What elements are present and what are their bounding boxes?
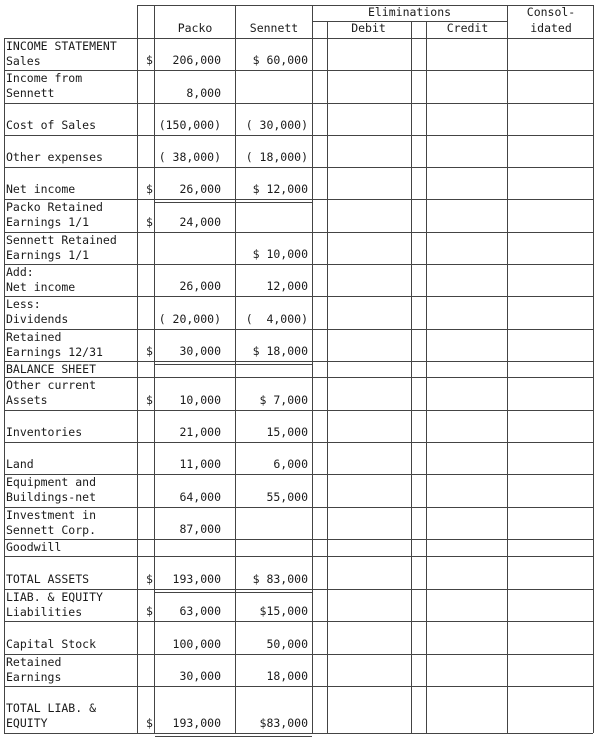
cell-packo: 24,000	[179, 215, 221, 229]
cell-sennett: $ 83,000	[252, 572, 308, 586]
row-label-line: Sales	[6, 54, 41, 68]
header-eliminations: Eliminations	[367, 5, 452, 19]
cell-debit[interactable]	[328, 378, 410, 409]
cell-credit[interactable]	[427, 168, 506, 198]
row-label-line: Net income	[6, 182, 76, 196]
row-label-line: TOTAL ASSETS	[6, 572, 90, 586]
cell-consolidated[interactable]	[508, 508, 592, 538]
total-underline	[155, 202, 312, 203]
cell-debit[interactable]	[328, 265, 410, 295]
row-label-line: Earnings 12/31	[6, 345, 103, 359]
cell-debit[interactable]	[328, 540, 410, 555]
row-label	[6, 655, 137, 685]
grid-line	[593, 5, 594, 733]
total-underline	[155, 592, 312, 593]
cell-consolidated[interactable]	[508, 411, 592, 441]
row-label	[6, 475, 137, 505]
dollar-sign: $	[146, 53, 153, 67]
cell-sennett: 18,000	[266, 669, 308, 683]
cell-packo: 30,000	[179, 669, 221, 683]
cell-debit[interactable]	[328, 362, 410, 376]
cell-packo: ( 38,000)	[158, 150, 221, 164]
cell-packo: 193,000	[172, 716, 221, 730]
row-label	[6, 150, 137, 165]
row-label	[6, 39, 137, 69]
cell-credit[interactable]	[427, 540, 506, 555]
cell-debit[interactable]	[328, 475, 410, 506]
row-label-line: Earnings 1/1	[6, 215, 90, 229]
cell-sennett: 12,000	[266, 279, 308, 293]
row-label-line: TOTAL LIAB. &	[6, 701, 97, 715]
cell-credit[interactable]	[427, 200, 506, 231]
cell-packo: 10,000	[179, 393, 221, 407]
row-label-line: Earnings 1/1	[6, 248, 90, 262]
row-label	[6, 200, 137, 230]
row-label	[6, 330, 137, 360]
cell-packo: 100,000	[172, 637, 221, 651]
cell-debit[interactable]	[328, 104, 410, 134]
row-label	[6, 71, 137, 101]
cell-credit[interactable]	[427, 297, 506, 328]
cell-sennett: $15,000	[259, 604, 308, 618]
cell-credit[interactable]	[427, 104, 506, 134]
row-label-line: Income from	[6, 71, 83, 85]
cell-debit[interactable]	[328, 411, 410, 441]
row-label	[6, 182, 137, 197]
total-underline	[155, 364, 312, 365]
cell-sennett: 6,000	[273, 457, 308, 471]
cell-consolidated[interactable]	[508, 687, 592, 732]
row-label-line: Retained	[6, 655, 62, 669]
cell-credit[interactable]	[427, 475, 506, 506]
cell-debit[interactable]	[328, 39, 410, 69]
cell-consolidated[interactable]	[508, 475, 592, 506]
cell-sennett: $ 60,000	[252, 53, 308, 67]
row-label-line: LIAB. & EQUITY	[6, 590, 103, 604]
cell-packo: 11,000	[179, 457, 221, 471]
row-label-line: Other current	[6, 378, 97, 392]
cell-consolidated[interactable]	[508, 297, 592, 328]
cell-credit[interactable]	[427, 362, 506, 376]
cell-packo: 8,000	[186, 86, 221, 100]
total-underline	[155, 736, 312, 737]
row-label	[6, 297, 137, 327]
row-label-line: Capital Stock	[6, 637, 97, 651]
row-label-line: EQUITY	[6, 716, 48, 730]
cell-consolidated[interactable]	[508, 39, 592, 69]
cell-consolidated[interactable]	[508, 443, 592, 473]
cell-packo: 26,000	[179, 279, 221, 293]
row-label	[6, 425, 137, 440]
dollar-sign: $	[146, 572, 153, 586]
row-label	[6, 701, 137, 731]
cell-debit[interactable]	[328, 508, 410, 538]
header-packo: Packo	[177, 21, 213, 35]
grid-line	[4, 733, 593, 734]
cell-sennett: $ 18,000	[252, 344, 308, 358]
cell-consolidated[interactable]	[508, 71, 592, 102]
header-sennett: Sennett	[249, 21, 299, 35]
grid-line	[312, 5, 313, 733]
cell-debit[interactable]	[328, 443, 410, 473]
row-label	[6, 233, 137, 263]
cell-consolidated[interactable]	[508, 590, 592, 620]
cell-credit[interactable]	[427, 443, 506, 473]
cell-debit[interactable]	[328, 200, 410, 231]
dollar-sign: $	[146, 182, 153, 196]
cell-consolidated[interactable]	[508, 265, 592, 295]
cell-debit[interactable]	[328, 330, 410, 360]
cell-consolidated[interactable]	[508, 557, 592, 588]
row-label	[6, 118, 137, 133]
cell-credit[interactable]	[427, 378, 506, 409]
cell-sennett: ( 4,000)	[245, 312, 308, 326]
row-label-line: Sennett Corp.	[6, 523, 97, 537]
cell-packo: ( 20,000)	[158, 312, 221, 326]
row-label-line: Other expenses	[6, 150, 103, 164]
dollar-sign: $	[146, 604, 153, 618]
row-label-line: Less:	[6, 297, 41, 311]
row-label-line: Liabilities	[6, 605, 83, 619]
cell-credit[interactable]	[427, 622, 506, 653]
row-label-line: Inventories	[6, 425, 83, 439]
cell-consolidated[interactable]	[508, 655, 592, 685]
dollar-sign: $	[146, 716, 153, 730]
row-label-line: Earnings	[6, 670, 62, 684]
row-label-line: Cost of Sales	[6, 118, 97, 132]
cell-sennett: 50,000	[266, 637, 308, 651]
row-label-line: BALANCE SHEET	[6, 362, 97, 376]
cell-consolidated[interactable]	[508, 330, 592, 360]
cell-debit[interactable]	[328, 557, 410, 588]
cell-credit[interactable]	[427, 136, 506, 166]
cell-packo: 64,000	[179, 490, 221, 504]
cell-debit[interactable]	[328, 233, 410, 263]
cell-packo: 30,000	[179, 344, 221, 358]
grid-line	[137, 5, 138, 733]
cell-packo: 193,000	[172, 572, 221, 586]
row-label-line: Investment in	[6, 508, 97, 522]
row-label	[6, 457, 137, 472]
grid-line	[235, 5, 236, 733]
cell-sennett: ( 18,000)	[245, 150, 308, 164]
dollar-sign: $	[146, 393, 153, 407]
cell-sennett: $ 10,000	[252, 247, 308, 261]
grid-line	[154, 5, 155, 733]
cell-consolidated[interactable]	[508, 622, 592, 653]
cell-debit[interactable]	[328, 297, 410, 328]
grid-line	[312, 21, 507, 22]
cell-credit[interactable]	[427, 71, 506, 102]
grid-line	[137, 5, 593, 6]
cell-debit[interactable]	[328, 687, 410, 732]
cell-debit[interactable]	[328, 168, 410, 198]
cell-consolidated[interactable]	[508, 168, 592, 198]
cell-packo: 26,000	[179, 182, 221, 196]
cell-packo: 63,000	[179, 604, 221, 618]
cell-credit[interactable]	[427, 411, 506, 441]
cell-consolidated[interactable]	[508, 378, 592, 409]
cell-consolidated[interactable]	[508, 104, 592, 134]
row-label-line: Goodwill	[6, 540, 62, 554]
row-label	[6, 508, 137, 538]
row-label	[6, 637, 137, 652]
cell-credit[interactable]	[427, 265, 506, 295]
row-label-line: Buildings-net	[6, 490, 97, 504]
row-label-line: Sennett Retained	[6, 233, 117, 247]
row-label-line: Dividends	[6, 312, 69, 326]
grid-line	[4, 38, 5, 733]
cell-sennett: ( 30,000)	[245, 118, 308, 132]
cell-packo: 21,000	[179, 425, 221, 439]
row-label	[6, 265, 137, 295]
header-consolidated-line1: Consol-	[526, 5, 576, 19]
row-label-line: Packo Retained	[6, 200, 103, 214]
cell-credit[interactable]	[427, 655, 506, 685]
cell-credit[interactable]	[427, 687, 506, 732]
cell-debit[interactable]	[328, 71, 410, 102]
cell-sennett: $ 7,000	[259, 393, 308, 407]
dollar-sign: $	[146, 344, 153, 358]
cell-packo: (150,000)	[158, 118, 221, 132]
header-debit: Debit	[351, 21, 386, 35]
row-label-line: Add:	[6, 265, 34, 279]
cell-sennett: 55,000	[266, 490, 308, 504]
row-label	[6, 362, 137, 377]
header-consolidated-line2: idated	[530, 21, 572, 35]
cell-credit[interactable]	[427, 233, 506, 263]
row-label-line: Equipment and	[6, 475, 97, 489]
row-label-line: Sennett	[6, 86, 55, 100]
row-label-line: Retained	[6, 330, 62, 344]
cell-debit[interactable]	[328, 590, 410, 620]
cell-debit[interactable]	[328, 622, 410, 653]
cell-sennett: $83,000	[259, 716, 308, 730]
header-credit: Credit	[446, 21, 489, 35]
cell-consolidated[interactable]	[508, 136, 592, 166]
cell-consolidated[interactable]	[508, 200, 592, 231]
cell-consolidated[interactable]	[508, 233, 592, 263]
cell-credit[interactable]	[427, 557, 506, 588]
cell-packo: 87,000	[179, 522, 221, 536]
cell-consolidated[interactable]	[508, 362, 592, 376]
cell-debit[interactable]	[328, 136, 410, 166]
row-label	[6, 540, 137, 555]
cell-packo: 206,000	[172, 53, 221, 67]
dollar-sign: $	[146, 215, 153, 229]
cell-sennett: 15,000	[266, 425, 308, 439]
row-label	[6, 590, 137, 620]
cell-sennett: $ 12,000	[252, 182, 308, 196]
cell-credit[interactable]	[427, 508, 506, 538]
row-label-line: Net income	[6, 280, 76, 294]
row-label-line: Land	[6, 457, 34, 471]
row-label	[6, 378, 137, 408]
cell-credit[interactable]	[427, 590, 506, 620]
row-label-line: INCOME STATEMENT	[6, 39, 117, 53]
cell-consolidated[interactable]	[508, 540, 592, 555]
row-label-line: Assets	[6, 393, 48, 407]
row-label	[6, 572, 137, 587]
cell-credit[interactable]	[427, 330, 506, 360]
cell-credit[interactable]	[427, 39, 506, 69]
cell-debit[interactable]	[328, 655, 410, 685]
